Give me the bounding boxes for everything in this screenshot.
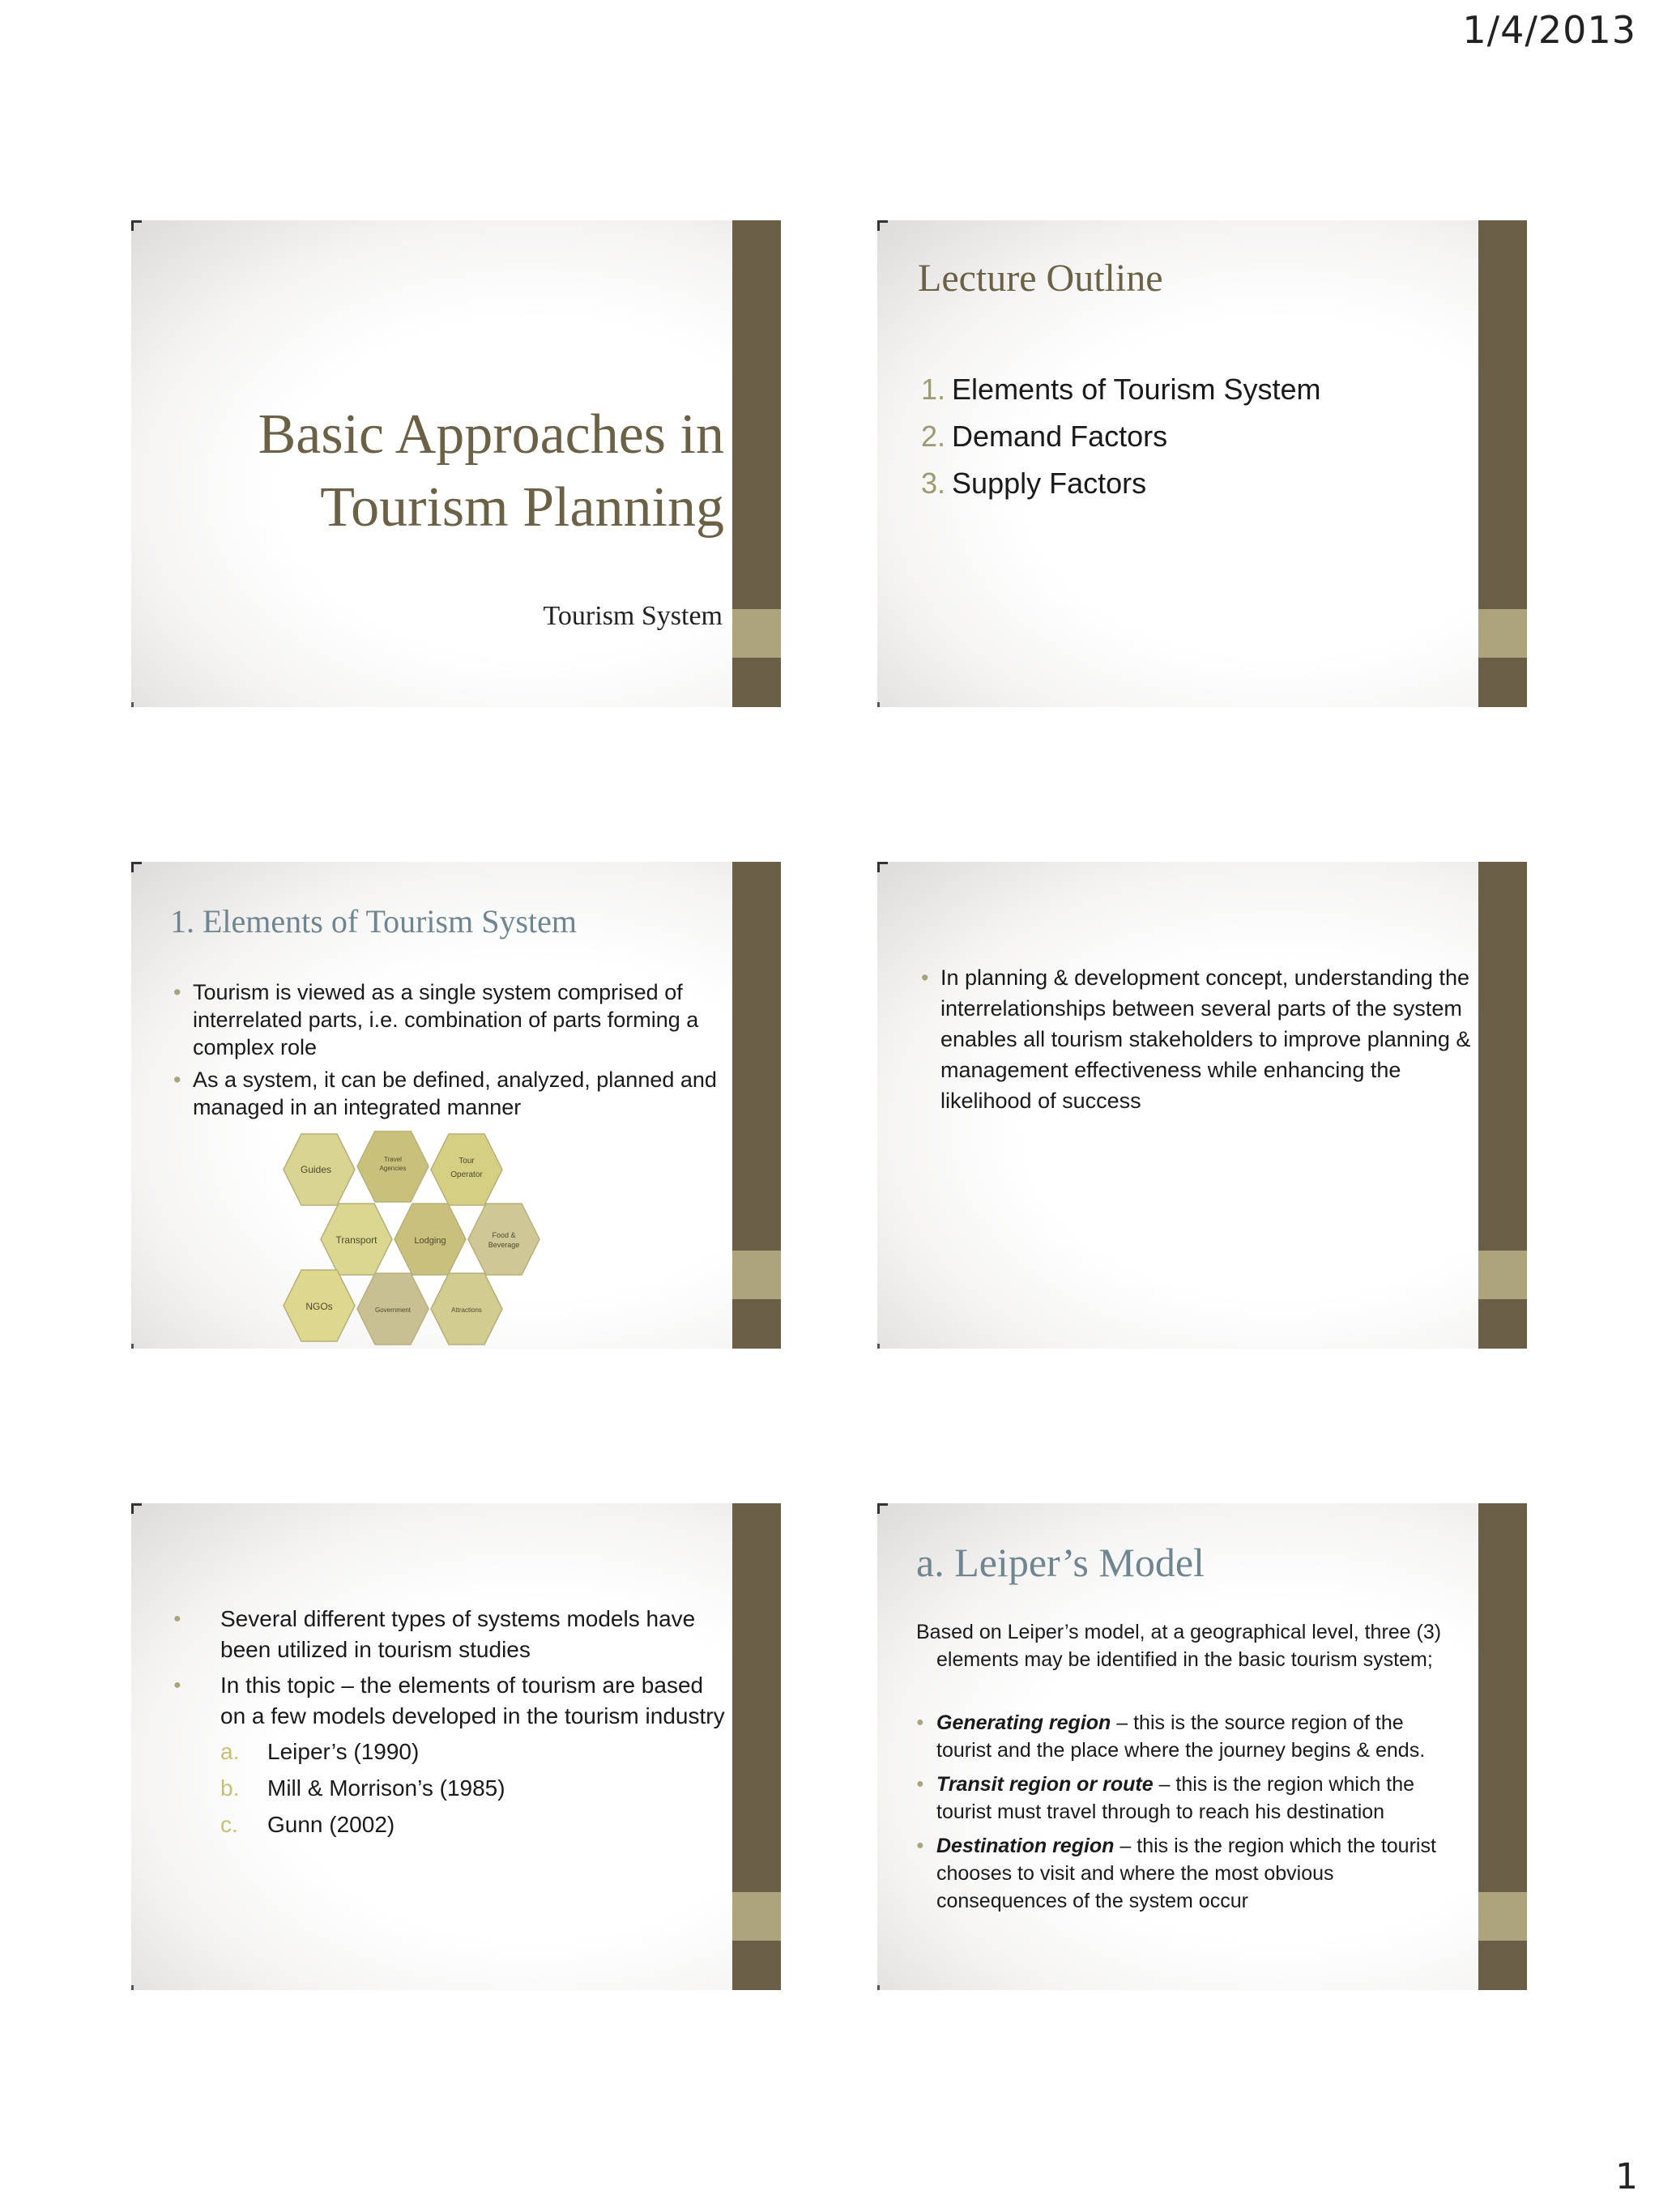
hexagon-label: Operator [450, 1170, 483, 1179]
hexagon-shape [431, 1134, 502, 1205]
bullet-item: • In planning & development concept, understanding the interrelationships between several parts of the system enables all tourism stakeholders to improve planning & management effectiveness while enhancing the likelihood of success [918, 962, 1493, 1116]
model-letter: b. [220, 1775, 240, 1801]
bullet-item: • Tourism is viewed as a single system comprised of interrelated parts, i.e. combination of parts forming a complex role [170, 978, 721, 1061]
slide-side-bar-accent [732, 609, 781, 658]
page-number: 1 [1615, 2156, 1638, 2197]
model-text: Gunn (2002) [267, 1812, 395, 1837]
slide-side-bar-accent [732, 1892, 781, 1941]
region-description: – this is the region which the tourist chooses to visit and where the most obvious consequences of the system occur [936, 1835, 1436, 1912]
outline-number: 1. [921, 373, 946, 406]
bullet-list [170, 1604, 729, 1848]
hexagon-label: Agencies [379, 1165, 407, 1172]
hexagon-label: Transport [335, 1234, 377, 1246]
bullet-text: In this topic – the elements of tourism are based on a few models developed in the tourism industry [220, 1673, 725, 1728]
slide-side-bar-accent [1478, 1251, 1527, 1299]
slide-heading: a. Leiper’s Model [916, 1540, 1205, 1585]
hexagon-guides [284, 1134, 355, 1205]
hexagon-label: Travel [384, 1156, 402, 1163]
region-item [916, 1832, 1451, 1915]
slide-heading: Lecture Outline [918, 257, 1163, 300]
title-line-2: Tourism Planning [320, 476, 724, 539]
model-text: Mill & Morrison’s (1985) [267, 1775, 505, 1801]
outline-number: 3. [921, 467, 946, 500]
slide-heading: 1. Elements of Tourism System [170, 903, 577, 940]
models-list [220, 1733, 729, 1843]
hexagon-food-beverage [468, 1204, 539, 1275]
model-item [220, 1806, 729, 1843]
outline-item [921, 460, 1321, 507]
page-date: 1/4/2013 [1462, 8, 1636, 52]
slide-planning-concept [877, 862, 1527, 1349]
region-description: – this is the source region of the tourist and the place where the journey begins & ends. [936, 1711, 1426, 1762]
outline-text: Demand Factors [952, 420, 1168, 453]
tourism-elements-hexagon-diagram [277, 1131, 552, 1349]
outline-list [921, 366, 1321, 507]
outline-number: 2. [921, 420, 946, 453]
region-term: Destination region [936, 1835, 1115, 1857]
hexagon-government [357, 1273, 429, 1345]
slide-title-heading [206, 399, 724, 544]
slide-lecture-outline [877, 220, 1527, 707]
hexagon-shape [468, 1204, 539, 1275]
hexagon-lodging [394, 1204, 466, 1275]
slide-side-bar-accent [1478, 1892, 1527, 1941]
hexagon-label: Government [374, 1306, 412, 1314]
model-letter: c. [220, 1812, 238, 1837]
outline-text: Elements of Tourism System [952, 373, 1321, 406]
region-item [916, 1771, 1451, 1826]
hexagon-tour-operator [431, 1134, 502, 1205]
bullet-item [170, 1670, 729, 1843]
bullet-list [170, 978, 721, 1126]
outline-text: Supply Factors [952, 467, 1147, 500]
region-description: – this is the region which the tourist must travel through to reach his destination [936, 1773, 1415, 1823]
hexagon-transport [321, 1204, 392, 1275]
region-term: Generating region [936, 1711, 1111, 1734]
model-item [220, 1770, 729, 1806]
hexagon-label: Attractions [451, 1306, 482, 1314]
hexagon-label: Guides [300, 1164, 332, 1175]
hexagon-label: Tour [458, 1157, 475, 1166]
hexagon-label: Food & [492, 1231, 516, 1239]
hexagon-travel-agencies [357, 1131, 429, 1202]
hexagon-label: Beverage [488, 1241, 520, 1249]
region-list [916, 1709, 1451, 1921]
bullet-item: • As a system, it can be defined, analyzed, planned and managed in an integrated manner [170, 1066, 721, 1121]
model-letter: a. [220, 1739, 240, 1764]
bullet-list [918, 962, 1493, 1116]
hexagon-label: NGOs [305, 1301, 333, 1312]
outline-item [921, 366, 1321, 413]
outline-item [921, 413, 1321, 460]
slide-leipers-model [877, 1503, 1527, 1990]
hexagon-label: Lodging [414, 1236, 446, 1246]
slide-systems-models [131, 1503, 781, 1990]
model-item [220, 1733, 729, 1770]
title-line-1: Basic Approaches in [258, 403, 724, 466]
bullet-item: ● Several different types of systems models have been utilized in tourism studies [170, 1604, 729, 1665]
hexagon-attractions [431, 1273, 502, 1345]
slide-title [131, 220, 781, 707]
slide-elements-of-tourism-system [131, 862, 781, 1349]
region-term: Transit region or route [936, 1773, 1154, 1796]
model-text: Leiper’s (1990) [267, 1739, 420, 1764]
slide-side-bar-accent [732, 1251, 781, 1299]
hexagon-ngos [284, 1270, 355, 1341]
region-item [916, 1709, 1451, 1764]
slide-side-bar-accent [1478, 609, 1527, 658]
slide-intro-text: Based on Leiper’s model, at a geographical level, three (3) elements may be identified in the basic tourism system; [916, 1621, 1442, 1671]
slide-subtitle: Tourism System [543, 601, 723, 631]
